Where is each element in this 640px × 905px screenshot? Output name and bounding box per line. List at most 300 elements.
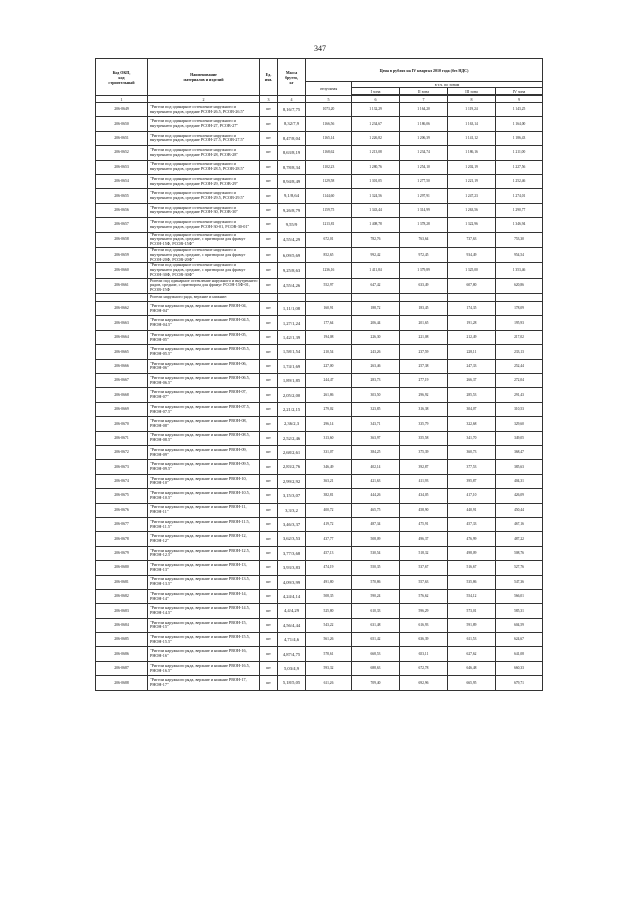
cell-unit: шт [260, 117, 278, 131]
cell-zone-3-price: 440,91 [448, 503, 496, 517]
cell-mass: 8,63/8,19 [278, 146, 306, 160]
col-num: 1 [96, 96, 148, 103]
cell-wholesale-price: 419,72 [306, 517, 352, 531]
cell-mass: 8,78/8,34 [278, 160, 306, 174]
cell-code: 206-0653 [96, 160, 148, 174]
cell-zone-1-price: 570,86 [352, 575, 400, 589]
cell-zone-2-price: 1 314,99 [400, 203, 448, 217]
cell-zone-4-price: 233,13 [496, 345, 543, 359]
cell-zone-2-price: 458,90 [400, 503, 448, 517]
cell-name: "Ригели наружного ряда, верхние и нижние РВОН-04.5, РНОН-04.5" [148, 316, 260, 330]
cell-zone-1-price: 688,63 [352, 661, 400, 675]
col-num: 6 [352, 96, 400, 103]
cell-zone-4-price: 385,63 [496, 460, 543, 474]
cell-empty [352, 294, 400, 302]
cell-zone-4-price: 467,16 [496, 517, 543, 531]
cell-wholesale-price: 363,21 [306, 474, 352, 488]
header-name: Наименование материалов и изделий [148, 59, 260, 96]
cell-unit: шт [260, 503, 278, 517]
cell-zone-3-price: 1 202,19 [448, 160, 496, 174]
cell-name: "Ригели наружного ряда, верхние и нижние РВОН-11, РНОН-11" [148, 503, 260, 517]
cell-zone-2-price: 277,19 [400, 374, 448, 388]
cell-zone-2-price: 496,37 [400, 532, 448, 546]
table-row [96, 676, 543, 690]
cell-mass: 4,55/4,29 [278, 232, 306, 247]
cell-zone-4-price: 620,86 [496, 278, 543, 293]
cell-unit: шт [260, 474, 278, 488]
cell-zone-4-price: 753,30 [496, 232, 543, 247]
table-row [96, 604, 543, 618]
cell-wholesale-price: 852,65 [306, 247, 352, 262]
cell-zone-2-price: 434,05 [400, 489, 448, 503]
cell-group-title: Ригели наружного ряда, верхние и нижние: [148, 294, 260, 302]
page-number: 347 [314, 44, 326, 53]
cell-zone-1-price: 590,24 [352, 589, 400, 603]
cell-zone-2-price: 1 277,50 [400, 174, 448, 188]
cell-zone-1-price: 421,63 [352, 474, 400, 488]
cell-name: "Ригели наружного ряда, верхние и нижние РВОН-14, РНОН-14" [148, 589, 260, 603]
cell-name: "Ригели под одинарное остекление наружного и внутреннего рядов, средние РСОН-27.5, РСОВ-27.5" [148, 131, 260, 145]
cell-name: "Ригели наружного ряда, верхние и нижние РВОН-13.5, РНОН-13.5" [148, 575, 260, 589]
table-row [96, 589, 543, 603]
cell-mass: 3,46/3,37 [278, 517, 306, 531]
cell-zone-1-price: 631,48 [352, 618, 400, 632]
cell-code [96, 294, 148, 302]
cell-zone-4-price: 508,76 [496, 546, 543, 560]
cell-zone-4-price: 487,22 [496, 532, 543, 546]
cell-code: 206-0668 [96, 388, 148, 402]
cell-zone-2-price: 411,93 [400, 474, 448, 488]
table-row [96, 232, 543, 247]
col-num: 7 [400, 96, 448, 103]
cell-mass: 8,47/8,04 [278, 131, 306, 145]
table-row [96, 302, 543, 316]
header-zone-1: I зона [352, 88, 400, 95]
cell-mass: 2,05/2,00 [278, 388, 306, 402]
cell-code: 206-0650 [96, 117, 148, 131]
header-unit: Ед. изм. [260, 59, 278, 96]
cell-zone-2-price: 763,64 [400, 232, 448, 247]
table-row [96, 218, 543, 232]
cell-zone-1-price: 1 408,78 [352, 218, 400, 232]
cell-zone-3-price: 498,09 [448, 546, 496, 560]
cell-zone-1-price: 1 132,29 [352, 103, 400, 117]
cell-code: 206-0660 [96, 263, 148, 278]
cell-code: 206-0676 [96, 503, 148, 517]
cell-unit: шт [260, 647, 278, 661]
cell-unit: шт [260, 417, 278, 431]
cell-code: 206-0679 [96, 546, 148, 560]
cell-mass: 3,93/3,83 [278, 561, 306, 575]
header-zone-2: II зона [400, 88, 448, 95]
cell-zone-1-price: 1 411,84 [352, 263, 400, 278]
cell-code: 206-0670 [96, 417, 148, 431]
cell-unit: шт [260, 388, 278, 402]
cell-unit: шт [260, 278, 278, 293]
cell-wholesale-price: 1073,20 [306, 103, 352, 117]
cell-mass: 2,83/2,76 [278, 460, 306, 474]
cell-mass: 2,68/2,61 [278, 445, 306, 459]
cell-mass: 4,55/4,26 [278, 278, 306, 293]
cell-zone-2-price: 537,67 [400, 561, 448, 575]
cell-zone-3-price: 266,37 [448, 374, 496, 388]
cell-unit: шт [260, 546, 278, 560]
cell-name: "Ригели наружного ряда, верхние и нижние РВОН-09, РНОН-09" [148, 445, 260, 459]
cell-unit: шт [260, 604, 278, 618]
cell-code: 206-0652 [96, 146, 148, 160]
table-row [96, 474, 543, 488]
header-zone-3: III зона [448, 88, 496, 95]
cell-zone-4-price: 1 143,25 [496, 103, 543, 117]
cell-unit: шт [260, 131, 278, 145]
cell-zone-4-price: 585,31 [496, 604, 543, 618]
table-row [96, 431, 543, 445]
cell-zone-1-price: 668,53 [352, 647, 400, 661]
table-row [96, 503, 543, 517]
cell-name: "Ригели под одинарное остекление наружного и внутреннего рядов, средние РСОН-30-01, РСОВ-30-01" [148, 218, 260, 232]
cell-zone-4-price: 547,36 [496, 575, 543, 589]
table-row [96, 633, 543, 647]
cell-code: 206-0665 [96, 345, 148, 359]
cell-zone-3-price: 395,87 [448, 474, 496, 488]
cell-zone-2-price: 616,93 [400, 618, 448, 632]
cell-name: "Ригели под одинарное остекление наружного и внутреннего рядов, средние РСОН-26.5, РСОВ-26.5" [148, 103, 260, 117]
cell-mass: 8,32/7,9 [278, 117, 306, 131]
cell-zone-3-price: 1 186,16 [448, 146, 496, 160]
table-row [96, 203, 543, 217]
table-row [96, 445, 543, 459]
cell-zone-1-price: 188,72 [352, 302, 400, 316]
cell-mass: 9,55/9 [278, 218, 306, 232]
cell-zone-1-price: 226,30 [352, 330, 400, 344]
cell-code: 206-0656 [96, 203, 148, 217]
cell-zone-4-price: 604,59 [496, 618, 543, 632]
cell-code: 206-0681 [96, 575, 148, 589]
cell-zone-1-price: 508,09 [352, 532, 400, 546]
cell-name: "Ригели наружного ряда, верхние и нижние РВОН-16, РНОН-16" [148, 647, 260, 661]
cell-zone-2-price: 201,65 [400, 316, 448, 330]
cell-zone-3-price: 554,12 [448, 589, 496, 603]
cell-zone-3-price: 573,01 [448, 604, 496, 618]
table-row [96, 189, 543, 203]
cell-zone-4-price: 195,93 [496, 316, 543, 330]
cell-zone-4-price: 679,71 [496, 676, 543, 690]
cell-name: "Ригели под одинарное остекление наружного и внутреннего рядов, средние РСОН-29.5, РСОВ-29.5" [148, 189, 260, 203]
cell-empty [448, 294, 496, 302]
cell-mass: 3,3/3,2 [278, 503, 306, 517]
cell-zone-1-price: 1 280,76 [352, 160, 400, 174]
cell-mass: 1,42/1,39 [278, 330, 306, 344]
cell-zone-2-price: 1 186,06 [400, 117, 448, 131]
cell-name: Ригели под одинарное остекление наружного и внутреннего рядов, средние, с притвором для фрамуг РСОН-15Ф-01, РСОВ-15Ф [148, 278, 260, 293]
cell-zone-2-price: 557,63 [400, 575, 448, 589]
cell-unit: шт [260, 203, 278, 217]
cell-zone-1-price: 283,73 [352, 374, 400, 388]
cell-name: "Ригели под одинарное остекление наружного и внутреннего рядов, средние, с притвором для фрамуг РСОН-15Ф, РСОВ-15Ф" [148, 232, 260, 247]
cell-wholesale-price: 552,97 [306, 278, 352, 293]
col-num: 8 [448, 96, 496, 103]
cell-zone-1-price: 206,44 [352, 316, 400, 330]
cell-zone-3-price: 737,63 [448, 232, 496, 247]
header-zones-label: в т.ч. по зонам [352, 82, 543, 88]
cell-zone-3-price: 322,68 [448, 417, 496, 431]
table-row [96, 160, 543, 174]
cell-zone-4-price: 1 274,01 [496, 189, 543, 203]
cell-name: "Ригели наружного ряда, верхние и нижние РВОН-05.5, РНОН-05.5" [148, 345, 260, 359]
cell-wholesale-price: 382,81 [306, 489, 352, 503]
cell-code: 206-0651 [96, 131, 148, 145]
cell-zone-3-price: 174,35 [448, 302, 496, 316]
cell-mass: 3,62/3,53 [278, 532, 306, 546]
cell-wholesale-price: 1236,16 [306, 263, 352, 278]
cell-mass: 5,03/4,9 [278, 661, 306, 675]
cell-mass: 2,21/2,15 [278, 402, 306, 416]
cell-zone-1-price: 402,14 [352, 460, 400, 474]
cell-wholesale-price: 279,02 [306, 402, 352, 416]
header-wholesale: отпускная [306, 82, 352, 96]
table-row [96, 561, 543, 575]
table-row [96, 131, 543, 145]
cell-wholesale-price: 1166,56 [306, 117, 352, 131]
cell-zone-2-price: 633,49 [400, 278, 448, 293]
cell-code: 206-0687 [96, 661, 148, 675]
cell-zone-4-price: 624,67 [496, 633, 543, 647]
cell-wholesale-price: 561,26 [306, 633, 352, 647]
cell-mass: 3,15/3,07 [278, 489, 306, 503]
cell-zone-1-price: 1 343,44 [352, 203, 400, 217]
cell-zone-4-price: 1 211,00 [496, 146, 543, 160]
cell-zone-4-price: 660,33 [496, 661, 543, 675]
cell-code: 206-0677 [96, 517, 148, 531]
cell-wholesale-price: 1159,75 [306, 203, 352, 217]
cell-mass: 1,58/1,54 [278, 345, 306, 359]
cell-name: "Ригели наружного ряда, верхние и нижние РВОН-07.5, РНОН-07.5" [148, 402, 260, 416]
cell-unit: шт [260, 489, 278, 503]
cell-name: "Ригели наружного ряда, верхние и нижние РВОН-04, РНОН-04" [148, 302, 260, 316]
cell-zone-2-price: 972,45 [400, 247, 448, 262]
cell-unit: шт [260, 103, 278, 117]
table-row [96, 546, 543, 560]
cell-mass: 1,89/1,85 [278, 374, 306, 388]
cell-code: 206-0684 [96, 618, 148, 632]
cell-zone-3-price: 1 247,23 [448, 189, 496, 203]
cell-mass: 3,77/3,68 [278, 546, 306, 560]
cell-zone-4-price: 291,43 [496, 388, 543, 402]
cell-zone-2-price: 1 206,39 [400, 131, 448, 145]
cell-zone-4-price: 1 353,46 [496, 263, 543, 278]
table-row [96, 388, 543, 402]
cell-wholesale-price: 525,80 [306, 604, 352, 618]
cell-code: 206-0675 [96, 489, 148, 503]
cell-code: 206-0658 [96, 232, 148, 247]
cell-zone-3-price: 457,33 [448, 517, 496, 531]
cell-wholesale-price: 508,35 [306, 589, 352, 603]
cell-zone-1-price: 303,50 [352, 388, 400, 402]
cell-zone-3-price: 665,95 [448, 676, 496, 690]
cell-wholesale-price: 244,47 [306, 374, 352, 388]
cell-zone-1-price: 530,54 [352, 546, 400, 560]
cell-mass: 8,16/7,75 [278, 103, 306, 117]
cell-zone-1-price: 550,35 [352, 561, 400, 575]
cell-zone-4-price: 1 164,00 [496, 117, 543, 131]
cell-code: 206-0654 [96, 174, 148, 188]
cell-zone-1-price: 651,42 [352, 633, 400, 647]
cell-unit: шт [260, 633, 278, 647]
cell-wholesale-price: 227,00 [306, 359, 352, 373]
cell-unit: шт [260, 218, 278, 232]
cell-code: 206-0663 [96, 316, 148, 330]
cell-zone-4-price: 450,44 [496, 503, 543, 517]
cell-mass: 5,18/5,05 [278, 676, 306, 690]
cell-name: "Ригели под одинарное остекление наружного и внутреннего рядов, средние РСОН-28.5, РСОВ-28.5" [148, 160, 260, 174]
table-body [96, 103, 543, 691]
cell-zone-2-price: 475,91 [400, 517, 448, 531]
cell-code: 206-0669 [96, 402, 148, 416]
cell-zone-3-price: 1 163,14 [448, 117, 496, 131]
cell-zone-4-price: 368,47 [496, 445, 543, 459]
cell-name: "Ригели наружного ряда, верхние и нижние РВОН-10, РНОН-10" [148, 474, 260, 488]
cell-code: 206-0664 [96, 330, 148, 344]
cell-zone-4-price: 1 290,77 [496, 203, 543, 217]
cell-zone-4-price: 1 227,56 [496, 160, 543, 174]
cell-unit: шт [260, 263, 278, 278]
cell-unit: шт [260, 661, 278, 675]
cell-zone-1-price: 465,75 [352, 503, 400, 517]
cell-empty [496, 294, 543, 302]
cell-code: 206-0649 [96, 103, 148, 117]
table-row [96, 618, 543, 632]
cell-unit: шт [260, 330, 278, 344]
cell-zone-4-price: 404,31 [496, 474, 543, 488]
cell-zone-4-price: 954,54 [496, 247, 543, 262]
cell-wholesale-price: 1213,81 [306, 218, 352, 232]
cell-unit: шт [260, 618, 278, 632]
cell-zone-3-price: 304,07 [448, 402, 496, 416]
cell-zone-1-price: 323,85 [352, 402, 400, 416]
cell-zone-1-price: 1 226,82 [352, 131, 400, 145]
cell-name: "Ригели наружного ряда, верхние и нижние РВОН-12, РНОН-12" [148, 532, 260, 546]
cell-zone-4-price: 310,53 [496, 402, 543, 416]
cell-wholesale-price: 331,07 [306, 445, 352, 459]
cell-name: "Ригели наружного ряда, верхние и нижние РВОН-17, РНОН-17" [148, 676, 260, 690]
cell-zone-2-price: 1 379,89 [400, 263, 448, 278]
table-row [96, 460, 543, 474]
cell-unit: шт [260, 589, 278, 603]
cell-zone-4-price: 217,02 [496, 330, 543, 344]
price-table [95, 58, 543, 691]
cell-zone-2-price: 183,45 [400, 302, 448, 316]
cell-name: "Ригели наружного ряда, верхние и нижние РВОН-16.5, РНОН-16.5" [148, 661, 260, 675]
cell-zone-2-price: 1 164,20 [400, 103, 448, 117]
cell-code: 206-0672 [96, 445, 148, 459]
cell-zone-1-price: 610,33 [352, 604, 400, 618]
cell-zone-3-price: 212,49 [448, 330, 496, 344]
cell-zone-2-price: 355,58 [400, 431, 448, 445]
header-code: Код ОКП, код строительный [96, 59, 148, 96]
cell-name: "Ригели наружного ряда, верхние и нижние РВОН-06, РНОН-06" [148, 359, 260, 373]
cell-code: 206-0686 [96, 647, 148, 661]
cell-name: "Ригели наружного ряда, верхние и нижние РВОН-08.5, РНОН-08.5" [148, 431, 260, 445]
cell-name: "Ригели наружного ряда, верхние и нижние РВОН-05, РНОН-05" [148, 330, 260, 344]
table-row [96, 374, 543, 388]
cell-zone-2-price: 335,79 [400, 417, 448, 431]
cell-unit: шт [260, 345, 278, 359]
cell-zone-4-price: 349,05 [496, 431, 543, 445]
cell-zone-2-price: 636,39 [400, 633, 448, 647]
cell-zone-1-price: 487,34 [352, 517, 400, 531]
cell-code: 206-0661 [96, 278, 148, 293]
cell-wholesale-price: 400,72 [306, 503, 352, 517]
cell-zone-4-price: 566,01 [496, 589, 543, 603]
cell-empty [260, 294, 278, 302]
cell-mass: 4,09/3,99 [278, 575, 306, 589]
cell-unit: шт [260, 316, 278, 330]
cell-name: "Ригели наружного ряда, верхние и нижние РВОН-06.5, РНОН-06.5" [148, 374, 260, 388]
cell-unit: шт [260, 575, 278, 589]
cell-code: 206-0674 [96, 474, 148, 488]
cell-zone-1-price: 343,71 [352, 417, 400, 431]
cell-zone-3-price: 1 119,24 [448, 103, 496, 117]
cell-unit: шт [260, 247, 278, 262]
cell-zone-2-price: 1 378,28 [400, 218, 448, 232]
cell-zone-4-price: 641,08 [496, 647, 543, 661]
cell-empty [306, 294, 352, 302]
cell-wholesale-price: 1168,62 [306, 146, 352, 160]
table-row [96, 278, 543, 293]
cell-wholesale-price: 543,22 [306, 618, 352, 632]
cell-name: "Ригели наружного ряда, верхние и нижние РВОН-13, РНОН-13" [148, 561, 260, 575]
col-num: 4 [278, 96, 306, 103]
cell-zone-3-price: 417,10 [448, 489, 496, 503]
cell-unit: шт [260, 160, 278, 174]
cell-zone-3-price: 285,53 [448, 388, 496, 402]
table-row [96, 517, 543, 531]
cell-name: "Ригели под одинарное остекление наружного и внутреннего рядов, средние РСОН-28, РСОВ-28" [148, 146, 260, 160]
cell-code: 206-0662 [96, 302, 148, 316]
cell-wholesale-price: 160,91 [306, 302, 352, 316]
cell-name: "Ригели под одинарное остекление наружного и внутреннего рядов, средние РСОН-29, РСОВ-29" [148, 174, 260, 188]
cell-mass: 9,1/8,64 [278, 189, 306, 203]
cell-zone-2-price: 672,78 [400, 661, 448, 675]
cell-mass: 4,4/4,29 [278, 604, 306, 618]
cell-zone-3-price: 377,53 [448, 460, 496, 474]
table-row [96, 575, 543, 589]
cell-zone-2-price: 653,11 [400, 647, 448, 661]
col-num: 2 [148, 96, 260, 103]
cell-unit: шт [260, 561, 278, 575]
cell-mass: 4,87/4,75 [278, 647, 306, 661]
cell-name: "Ригели наружного ряда, верхние и нижние РВОН-11.5, РНОН-11.5" [148, 517, 260, 531]
cell-zone-2-price: 692,96 [400, 676, 448, 690]
cell-zone-2-price: 1 297,91 [400, 189, 448, 203]
cell-zone-1-price: 647,42 [352, 278, 400, 293]
cell-wholesale-price: 578,61 [306, 647, 352, 661]
cell-mass: 6,09/5,69 [278, 247, 306, 262]
cell-zone-1-price: 1 213,08 [352, 146, 400, 160]
cell-mass: 2,99/2,92 [278, 474, 306, 488]
cell-zone-2-price: 257,38 [400, 359, 448, 373]
cell-zone-2-price: 375,39 [400, 445, 448, 459]
cell-wholesale-price: 1144,60 [306, 189, 352, 203]
cell-zone-4-price: 1 252,46 [496, 174, 543, 188]
cell-name: "Ригели наружного ряда, верхние и нижние РВОН-15, РНОН-15" [148, 618, 260, 632]
cell-wholesale-price: 437,77 [306, 532, 352, 546]
cell-unit: шт [260, 374, 278, 388]
cell-zone-4-price: 329,60 [496, 417, 543, 431]
cell-zone-3-price: 476,99 [448, 532, 496, 546]
table-header [96, 59, 543, 103]
col-num: 9 [496, 96, 543, 103]
